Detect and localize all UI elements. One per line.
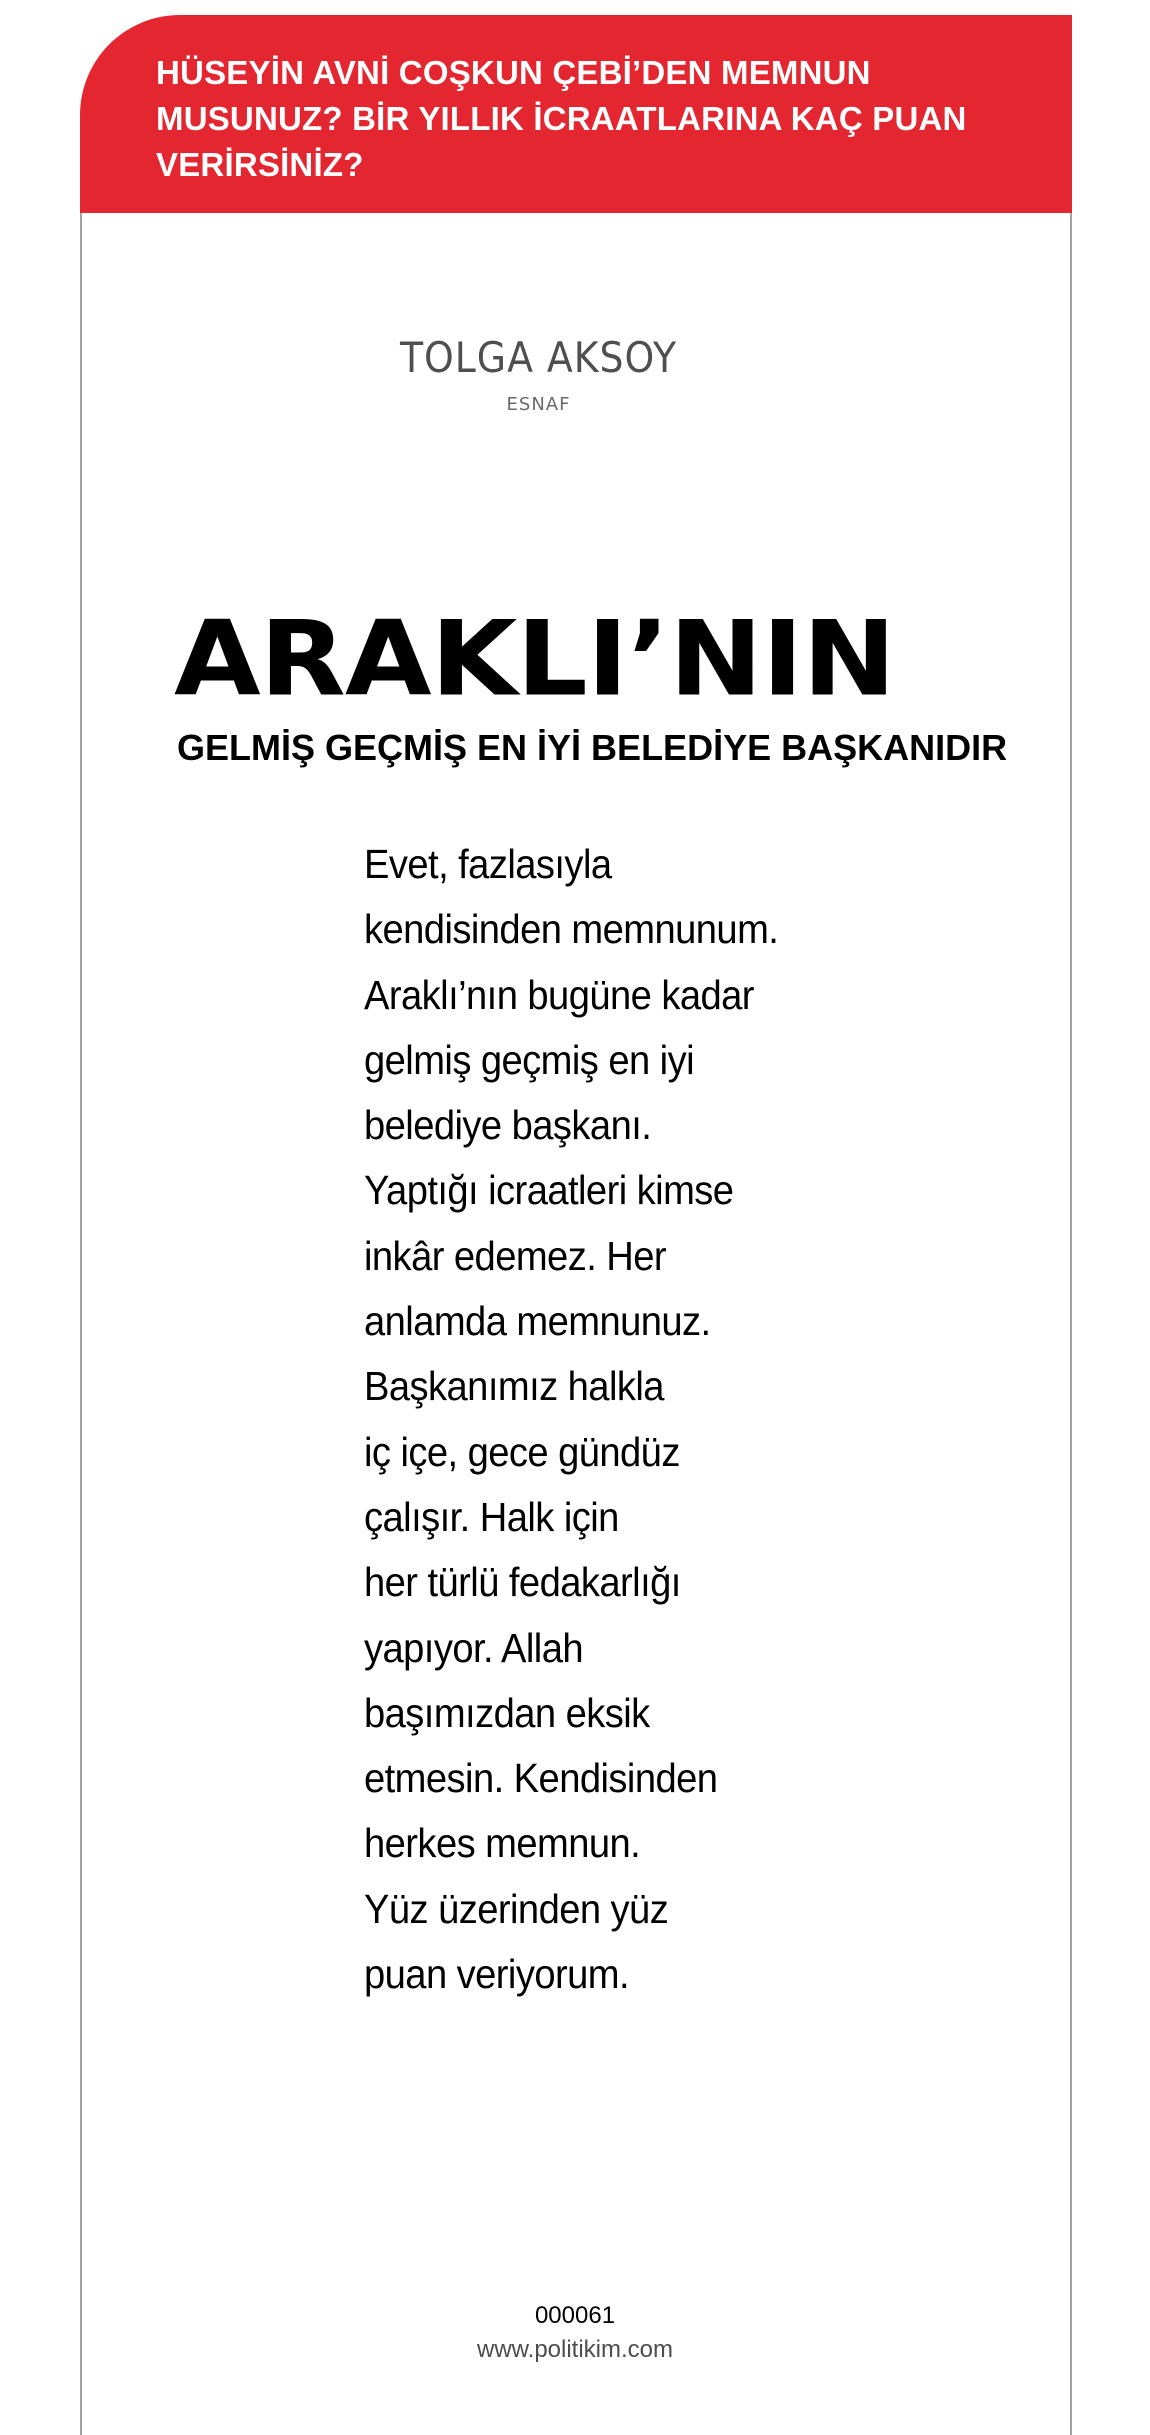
quote-line: Evet, fazlasıyla (364, 841, 612, 887)
quote-line: Yaptığı icraatleri kimse (364, 1167, 734, 1214)
frame-left-border (80, 213, 82, 2435)
headline-sub: GELMİŞ GEÇMİŞ EN İYİ BELEDİYE BAŞKANIDIR (177, 727, 1008, 768)
header-banner (80, 15, 1072, 213)
person-name: TOLGA AKSOY (399, 333, 678, 382)
website-url[interactable]: www.politikim.com (476, 2336, 674, 2363)
quote-line: herkes memnun. (364, 1820, 641, 1867)
quote-line: puan veriyorum. (364, 1951, 630, 1998)
frame-right-border (1070, 213, 1072, 2435)
quote-line: inkâr edemez. Her (364, 1232, 667, 1279)
quote-line: başımızdan eksik (364, 1689, 650, 1736)
headline-main: ARAKLI’NIN (174, 599, 896, 720)
quote-line: etmesin. Kendisinden (364, 1755, 718, 1802)
quote-line: gelmiş geçmiş en iyi (364, 1036, 695, 1083)
quote-line: belediye başkanı. (364, 1102, 652, 1149)
page-code: 000061 (534, 2302, 616, 2329)
quote-line: iç içe, gece gündüz (364, 1428, 680, 1475)
quote-line: Başkanımız halkla (364, 1363, 664, 1410)
person-role: ESNAF (506, 394, 571, 415)
quote-line: yapıyor. Allah (364, 1624, 584, 1671)
quote-line: kendisinden memnunum. (364, 906, 779, 953)
quote-line: anlamda memnunuz. (364, 1298, 711, 1345)
quote-line: her türlü fedakarlığı (364, 1559, 681, 1606)
quote-line: çalışır. Halk için (364, 1493, 619, 1540)
quote-line: Yüz üzerinden yüz (364, 1885, 669, 1932)
quote-line: Araklı’nın bugüne kadar (364, 971, 754, 1018)
quote-text (364, 832, 924, 2007)
survey-question: HÜSEYİN AVNİ COŞKUN ÇEBİ’DEN MEMNUN MUSUNUZ? BİR YILLIK İCRAATLARINA KAÇ PUAN VERİRSİNİZ? (156, 54, 967, 183)
